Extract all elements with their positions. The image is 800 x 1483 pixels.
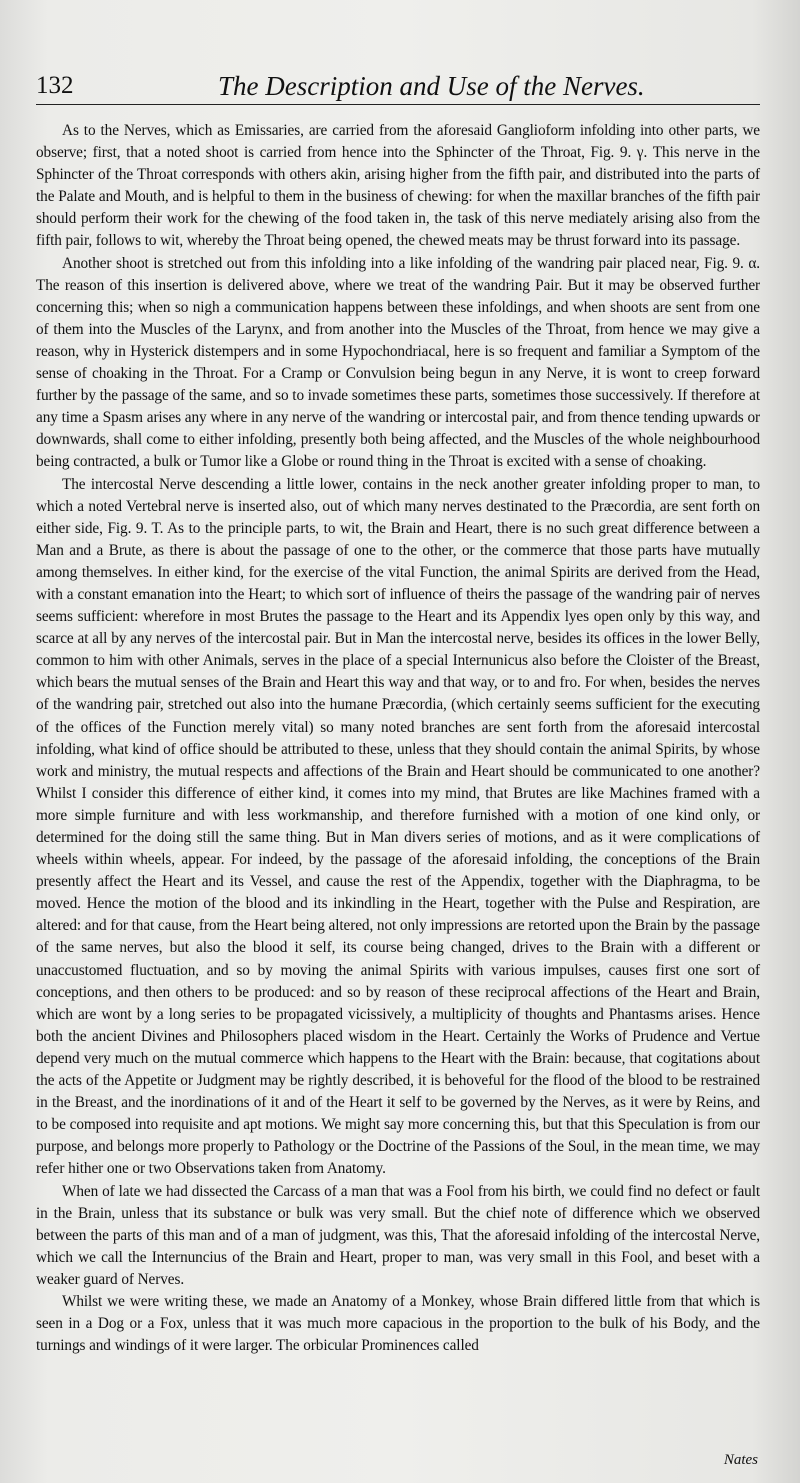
paragraph-nerves-emissaries: As to the Nerves, which as Emissaries, are carried from the aforesaid Ganglioform infolding into other parts, we observe; first, that a noted shoot is carried from hence into the Sphincter of the Throat, Fig. 9. γ. This nerve in the Sphincter of the Throat corresponds with others akin, arising higher from the fifth pair, and distributed into the parts of the Palate and Mouth, and is helpful to them in the business of chewing: for when the maxillar branches of the fifth pair should perform their work for the chewing of the food taken in, the task of this nerve mediately arising also from the fifth pair, follows to wit, whereby the Throat being opened, the chewed meats may be thrust forward into its passage. xyxy=(36,122,760,250)
running-head xyxy=(36,68,760,105)
catchword: Nates xyxy=(723,1452,758,1468)
paragraph-intercostal-nerve: The intercostal Nerve descending a little lower, contains in the neck another greater infolding proper to man, to which a noted Vertebral nerve is inserted also, out of which many nerves destinated to the Præcordia, are sent forth on either side, Fig. 9. T. As to the principle parts, to wit, the Brain and Heart, there is no such great difference between a Man and a Brute, as there is about the passage of one to the other, or the commerce that those parts have mutually among themselves. In either kind, for the exercise of the vital Function, the animal Spirits are derived from the Head, with a constant emanation into the Heart; to which sort of influence of theirs the passage of the wandring pair of nerves seems sufficient: wherefore in most Brutes the passage to the Heart and its Appendix lyes open only by this way, and scarce at all by any nerves of the intercostal pair. But in Man the intercostal nerve, besides its offices in the lower Belly, common to him with other Animals, serves in the place of a special Internunicus also before the Cloister of the Breast, which bears the mutual senses of the Brain and Heart this way and that way, or to and fro. For when, besides the nerves of the wandring pair, stretched out also into the humane Præcordia, (which certainly seems sufficient for the executing of the offices of the Function merely vital) so many noted branches are sent forth from the aforesaid intercostal infolding, what kind of office should be attributed to these, unless that they should contain the animal Spirits, by whose work and ministry, the mutual respects and affections of the Brain and Heart should be communicated to one another? Whilst I consider this difference of either kind, it comes into my mind, that Brutes are like Machines framed with a more simple furniture and with less workmanship, and therefore furnished with a motion of one kind only, or determined for the doing still the same thing. But in Man divers series of motions, and as it were complications of wheels within wheels, appear. For indeed, by the passage of the aforesaid infolding, the conceptions of the Brain presently affect the Heart and its Vessel, and cause the rest of the Appendix, together with the Diaphragma, to be moved. Hence the motion of the blood and its inkindling in the Heart, together with the Pulse and Respiration, are altered: and for that cause, from the Heart being altered, not only impressions are retorted upon the Brain by the passage of the same nerves, but also the blood it self, its course being changed, drives to the Brain with a different or unaccustomed fluctuation, and so by moving the animal Spirits with various impulses, causes first one sort of conceptions, and then others to be produced: and so by reason of these reciprocal affections of the Heart and Brain, which are wont by a long series to be propagated vicissively, a multiplicity of thoughts and Phantasms arises. Hence both the ancient Divines and Philosophers placed wisdom in the Heart. Certainly the Works of Prudence and Vertue depend very much on the mutual commerce which happens to the Heart with the Brain: because, that cogitations about the acts of the Appetite or Judgment may be rightly described, it is behoveful for the flood of the blood to be restrained in the Breast, and the inordinations of it and of the Heart it self to be governed by the Nerves, as it were by Reins, and to be composed into requisite and apt motions. We might say more concerning this, but that this Speculation is from our purpose, and belongs more properly to Pathology or the Doctrine of the Passions of the Soul, in the mean time, we may refer hither one or two Observations taken from Anatomy. xyxy=(36,475,760,1178)
paragraph-monkey-anatomy: Whilst we were writing these, we made an Anatomy of a Monkey, whose Brain differed little from that which is seen in a Dog or a Fox, unless that it was much more capacious in the proportion to the bulk of his Body, and the turnings and windings of it were larger. The orbicular Prominences called xyxy=(36,1292,760,1355)
paragraph-fool-dissection: When of late we had dissected the Carcass of a man that was a Fool from his birth, we could find no defect or fault in the Brain, unless that its substance or bulk was very small. But the chief note of difference which we observed between the parts of this man and of a man of judgment, was this, That the aforesaid infolding of the intercostal Nerve, which we call the Internuncius of the Brain and Heart, proper to man, was very small in this Fool, and beset with a weaker guard of Nerves. xyxy=(36,1182,760,1288)
paragraph-another-shoot: Another shoot is stretched out from this infolding into a like infolding of the wandring pair placed near, Fig. 9. α. The reason of this insertion is delivered above, where we treat of the wandring Pair. But it may be observed further concerning this; when so nigh a communication happens between these infoldings, and when shoots are sent from one of them into the Muscles of the Larynx, and from another into the Muscles of the Throat, from hence we may give a reason, why in Hysterick distempers and in some Hypochondriacal, here is so frequent and familiar a Symptom of the sense of choaking in the Throat. For a Cramp or Convulsion being begun in any Nerve, it is wont to creep forward further by the passage of the same, and so to invade sometimes these parts, sometimes those successively. If therefore at any time a Spasm arises any where in any nerve of the wandring or intercostal pair, and from thence tending upwards or downwards, shall come to either infolding, presently both being affected, and the Muscles of the whole neighbourhood being contracted, a bulk or Tumor like a Globe or round thing in the Throat is excited with a sense of choaking. xyxy=(36,254,760,471)
page-number: 132 xyxy=(36,72,74,99)
header-title: The Description and Use of the Nerves. xyxy=(218,71,645,101)
body-text xyxy=(36,120,760,1357)
